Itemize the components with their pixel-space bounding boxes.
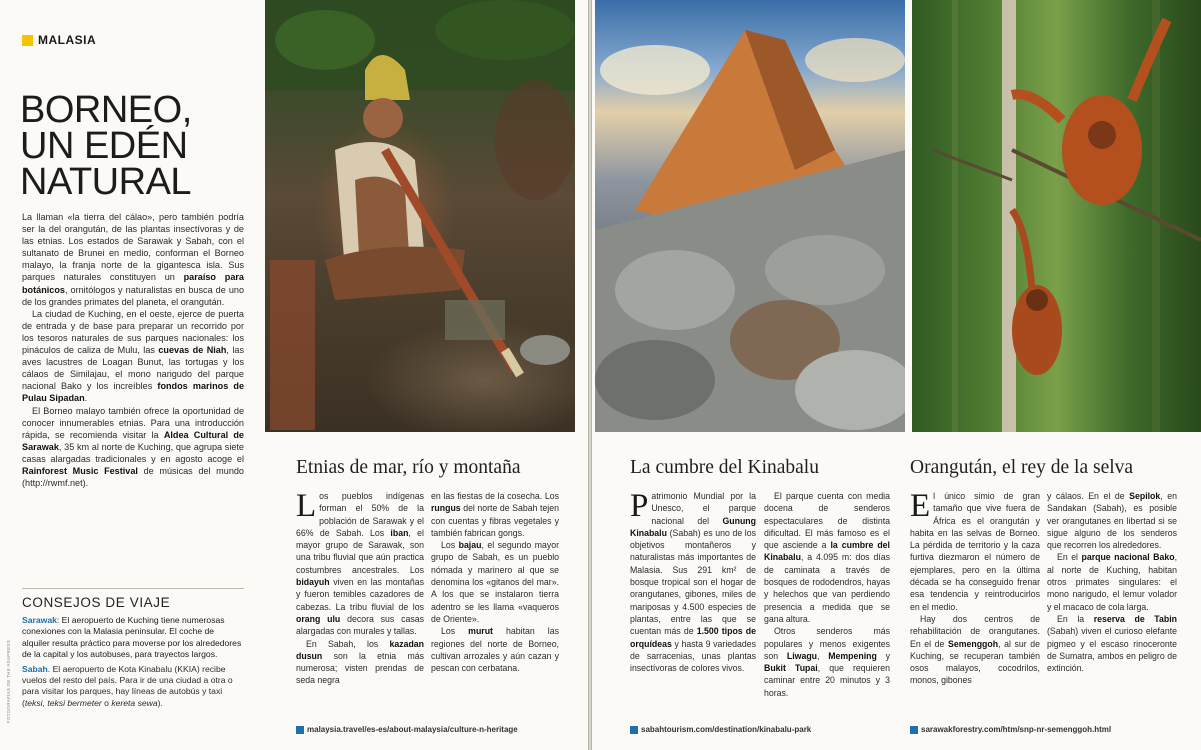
text-run: l único simio de gran tamaño que vive fuera de África es el orangután y habita en las selvas de Borneo. La pérdida de territorio y la caza furtiva diezmaron el número de ejemplares, pero en la última década se ha conseguido frenar esa tendencia y reintroducirlos en el medio. — [910, 491, 1040, 612]
intro-text-run: , las aves lacustres de Loagan Bunut, las tortugas y los cálaos de Similajau, el mono narigudo del parque nacional Bako y los increíbles — [22, 345, 244, 392]
text-run: , el mayor grupo de Sarawak, son una tribu fluvial que aún practica costumbres ancestrales. Los — [296, 527, 424, 575]
bold-term: reserva de Tabin — [1093, 613, 1177, 624]
bold-term: Gunung Kinabalu — [630, 515, 756, 538]
kinabalu-column-2 — [764, 490, 890, 699]
bold-term: murut — [468, 626, 493, 637]
section-title-etnias: Etnias de mar, río y montaña — [296, 457, 521, 478]
link-square-icon — [630, 726, 638, 734]
tips-box — [22, 615, 244, 709]
section-title-kinabalu: La cumbre del Kinabalu — [630, 457, 819, 478]
bold-term: kazadan dusun — [296, 638, 424, 661]
kinabalu-paragraph — [764, 625, 890, 699]
tip-text: o — [101, 697, 112, 708]
bold-term: la cumbre del Kinabalu — [764, 540, 890, 563]
bold-term: bajau — [458, 540, 482, 551]
text-run: en las fiestas de la cosecha. Los — [431, 491, 559, 501]
kinabalu-url[interactable] — [630, 725, 811, 734]
intro-paragraph-1 — [22, 211, 244, 308]
text-run: Hay dos centros de rehabilitación de orangutanes. En el de — [910, 613, 1040, 649]
bold-term: bidayuh — [296, 577, 330, 588]
bold-term: 1.500 tipos de orquídeas — [630, 626, 756, 649]
text-run: Otros senderos más populares y menos exigentes son — [764, 626, 890, 661]
text-run: (Sabah) viven el curioso elefante pigmeo y el escaso rinoceronte de Sumatra, ambos en peligro de extinción. — [1047, 626, 1177, 674]
orangutan-column-2 — [1047, 490, 1177, 674]
intro-text-run: , 35 km al norte de Kuching, que agrupa siete casas alargadas tradicionales y en agosto acoge el — [22, 441, 244, 464]
intro-text-run: de músicas del mundo (http://rwmf.net). — [22, 465, 244, 489]
tip-sabah — [22, 664, 244, 710]
tip-sarawak — [22, 615, 244, 661]
etnias-paragraph — [431, 539, 559, 625]
text-run: , el segundo mayor grupo de Sabah, es un pueblo nómada y marinero al que se denomina los «gitanos del mar». A los que se instalaron tierra adentro se les llama «vaqueros de Oriente». — [431, 540, 559, 624]
intro-text-run: . — [84, 393, 88, 404]
text-run: y hasta 9 variedades de sarracenias, unas plantas insectívoras de colores vivos. — [630, 638, 756, 674]
intro-text-run: , ornitólogos y naturalistas en busca de uno de los grandes primates del planeta, el orangután. — [22, 284, 244, 307]
tip-text: ). — [157, 697, 163, 708]
kinabalu-paragraph — [764, 490, 890, 625]
text-run: En Sabah, los — [306, 638, 390, 649]
intro-bold: Rainforest Music Festival — [22, 465, 138, 476]
sidebar — [0, 0, 262, 750]
text-run: , al sur de Kuching, se recuperan también osos malayos, cocodrilos, monos, gibones — [910, 638, 1040, 686]
etnias-dropcap: L — [296, 488, 317, 524]
photo-kinabalu — [595, 0, 905, 432]
intro-bold: Aldea Cultural de Sarawak — [22, 429, 244, 452]
photo-tribesman — [265, 0, 575, 432]
photo-credit: FOTOGRAFÍAS DE THE ASAPRESS — [6, 640, 11, 724]
text-run: y cálaos. En el de — [1047, 491, 1130, 501]
text-run: son la etnia más numerosa; visten prendas de seda negra — [296, 650, 424, 686]
etnias-url-text[interactable]: malaysia.travel/es-es/about-malaysia/culture-n-heritage — [307, 725, 518, 734]
text-run: En el — [1057, 552, 1082, 563]
left-page — [0, 0, 588, 750]
title-line-1: BORNEO, — [20, 89, 192, 131]
right-page — [592, 0, 1201, 750]
tip-italic: teksi, teksi bermeter — [24, 697, 102, 708]
bold-term: Mempening — [828, 650, 877, 661]
text-run: (Sabah) es uno de los objetivos montañeros y naturalistas más importantes de Malasia. Sus 291 km² de bosque tropical son el hogar de orangutanes, gibones, miles de mariposas y 4.500 especies de plantas, entre las que se cuentan más de — [630, 527, 756, 637]
orangutan-dropcap: E — [910, 488, 931, 524]
text-run: decora sus casas alargadas con murales y tallas. — [296, 613, 424, 637]
text-run: , a 4.095 m: dos días de caminata a través de bosques de rododendros, hayas y helechos que van perdiendo presencia a medida que se gana altura. — [764, 552, 890, 624]
link-square-icon — [910, 726, 918, 734]
orangutan-illustration — [912, 0, 1201, 432]
text-run: , en Sandakan (Sabah), es posible ver orangutanes en libertad si se sigue alguno de los senderos que recorren los alrededores. — [1047, 491, 1177, 551]
bold-term: orang ulu — [296, 613, 341, 624]
intro-bold: cuevas de Niah — [158, 345, 227, 356]
text-run: os pueblos indígenas forman el 50% de la población de Sarawak y el 66% de Sabah. Los — [296, 491, 424, 538]
text-run: En la — [1057, 613, 1094, 624]
etnias-paragraph — [296, 490, 424, 638]
tribesman-illustration — [265, 0, 575, 432]
etnias-paragraph — [296, 638, 424, 687]
tip-text: : El aeropuerto de Kuching tiene numerosas conexiones con la Malasia peninsular. El coche de alquiler resulta práctico para moverse por los alrededores de la capital y los autobuses, para trayectos largos. — [22, 615, 242, 660]
kinabalu-paragraph — [630, 490, 756, 674]
text-run: , — [817, 650, 829, 661]
title-line-2: UN EDÉN — [20, 125, 188, 167]
kinabalu-column-1 — [630, 490, 756, 674]
bold-term: rungus — [431, 503, 461, 514]
etnias-paragraph — [431, 625, 559, 674]
tip-label: Sabah — [22, 663, 48, 674]
link-square-icon — [296, 726, 304, 734]
text-run: El parque cuenta con media docena de senderos espectaculares de distinta dificultad. El más famoso es el que asciende a — [764, 491, 890, 551]
kinabalu-url-text[interactable]: sabahtourism.com/destination/kinabalu-park — [641, 725, 812, 734]
orangutan-paragraph — [910, 613, 1040, 687]
orangutan-paragraph — [1047, 613, 1177, 674]
tip-italic: kereta sewa — [111, 697, 158, 708]
intro-text-run: La llaman «la tierra del cálao», pero también podría ser la del orangután, de las plantas insectívoras y de las etnias. Los estados de Sarawak y Sabah, con el sultanato de Brunei en medio, conforman el Borneo malayo, la franja norte de la gigantesca isla. Sus parques naturales constituyen un — [22, 212, 244, 283]
bold-term: Semenggoh — [948, 638, 999, 649]
tag-square-icon — [22, 35, 33, 46]
text-run: , que requieren caminar entre 20 minutos y 3 horas. — [764, 663, 890, 698]
title-line-3: NATURAL — [20, 161, 192, 203]
tips-title: CONSEJOS DE VIAJE — [22, 595, 171, 610]
intro-text-run: El Borneo malayo también ofrece la oportunidad de conocer innumerables etnias. Para una introducción rápida, se recomienda visitar la — [22, 405, 244, 440]
intro-text — [22, 211, 244, 489]
orangutan-paragraph — [1047, 490, 1177, 551]
section-title-orangutan: Orangután, el rey de la selva — [910, 457, 1134, 478]
bold-term: parque nacional Bako — [1081, 552, 1175, 563]
text-run: del norte de Sabah tejen con cuentas y fibras vegetales y también fabrican gongs. — [431, 503, 559, 538]
section-tag-label: MALASIA — [38, 33, 97, 47]
bold-term: iban — [390, 527, 409, 538]
tip-label: Sarawak — [22, 615, 57, 625]
bold-term: Liwagu — [786, 650, 818, 661]
text-run: habitan las regiones del norte de Borneo, cultivan arrozales y aún cazan y pescan con cerbatana. — [431, 626, 559, 674]
orangutan-url-text[interactable]: sarawakforestry.com/htm/snp-nr-semenggoh.html — [921, 725, 1112, 734]
etnias-column-2 — [431, 490, 559, 674]
orangutan-column-1 — [910, 490, 1040, 687]
etnias-paragraph — [431, 490, 559, 539]
text-run: Los — [441, 626, 469, 637]
photo-orangutan — [912, 0, 1201, 432]
intro-bold: fondos marinos de Pulau Sipadan — [22, 381, 245, 404]
bold-term: Sepilok — [1129, 491, 1161, 501]
tips-divider — [22, 588, 244, 589]
text-run: y — [876, 650, 890, 661]
intro-paragraph-2 — [22, 308, 244, 405]
section-tag — [22, 33, 96, 47]
etnias-column-1 — [296, 490, 424, 687]
intro-bold: paraíso para botánicos — [22, 272, 244, 295]
bold-term: Bukit Tupai — [764, 663, 818, 674]
kinabalu-illustration — [595, 0, 905, 432]
text-run: viven en las montañas y fueron temibles cazadores de cabezas. La tribu fluvial de los — [296, 577, 424, 612]
page-title — [20, 89, 255, 203]
orangutan-paragraph — [1047, 551, 1177, 612]
text-run: atrimonio Mundial por la Unesco, el parque nacional del — [651, 491, 756, 526]
text-run: Los — [441, 540, 459, 551]
intro-text-run: La ciudad de Kuching, en el oeste, ejerce de puerta de entrada y de base para preparar un recorrido por los tesoros naturales de sus parques nacionales: los pináculos de caliza de Mulu, las — [22, 308, 244, 356]
text-run: , al norte de Kuching, habitan otros primates singulares: el mono narigudo, el lemur volador y el macaco de cola larga. — [1047, 552, 1177, 612]
orangutan-paragraph — [910, 490, 1040, 613]
tip-text: . El aeropuerto de Kota Kinabalu (KKIA) recibe vuelos del resto del país. Para ir de una ciudad a otra o para visitar los parques, hay líneas de autobús y taxi ( — [22, 663, 233, 708]
kinabalu-dropcap: P — [630, 488, 649, 524]
etnias-url[interactable] — [296, 725, 518, 734]
intro-paragraph-3 — [22, 405, 244, 490]
orangutan-url[interactable] — [910, 725, 1111, 734]
